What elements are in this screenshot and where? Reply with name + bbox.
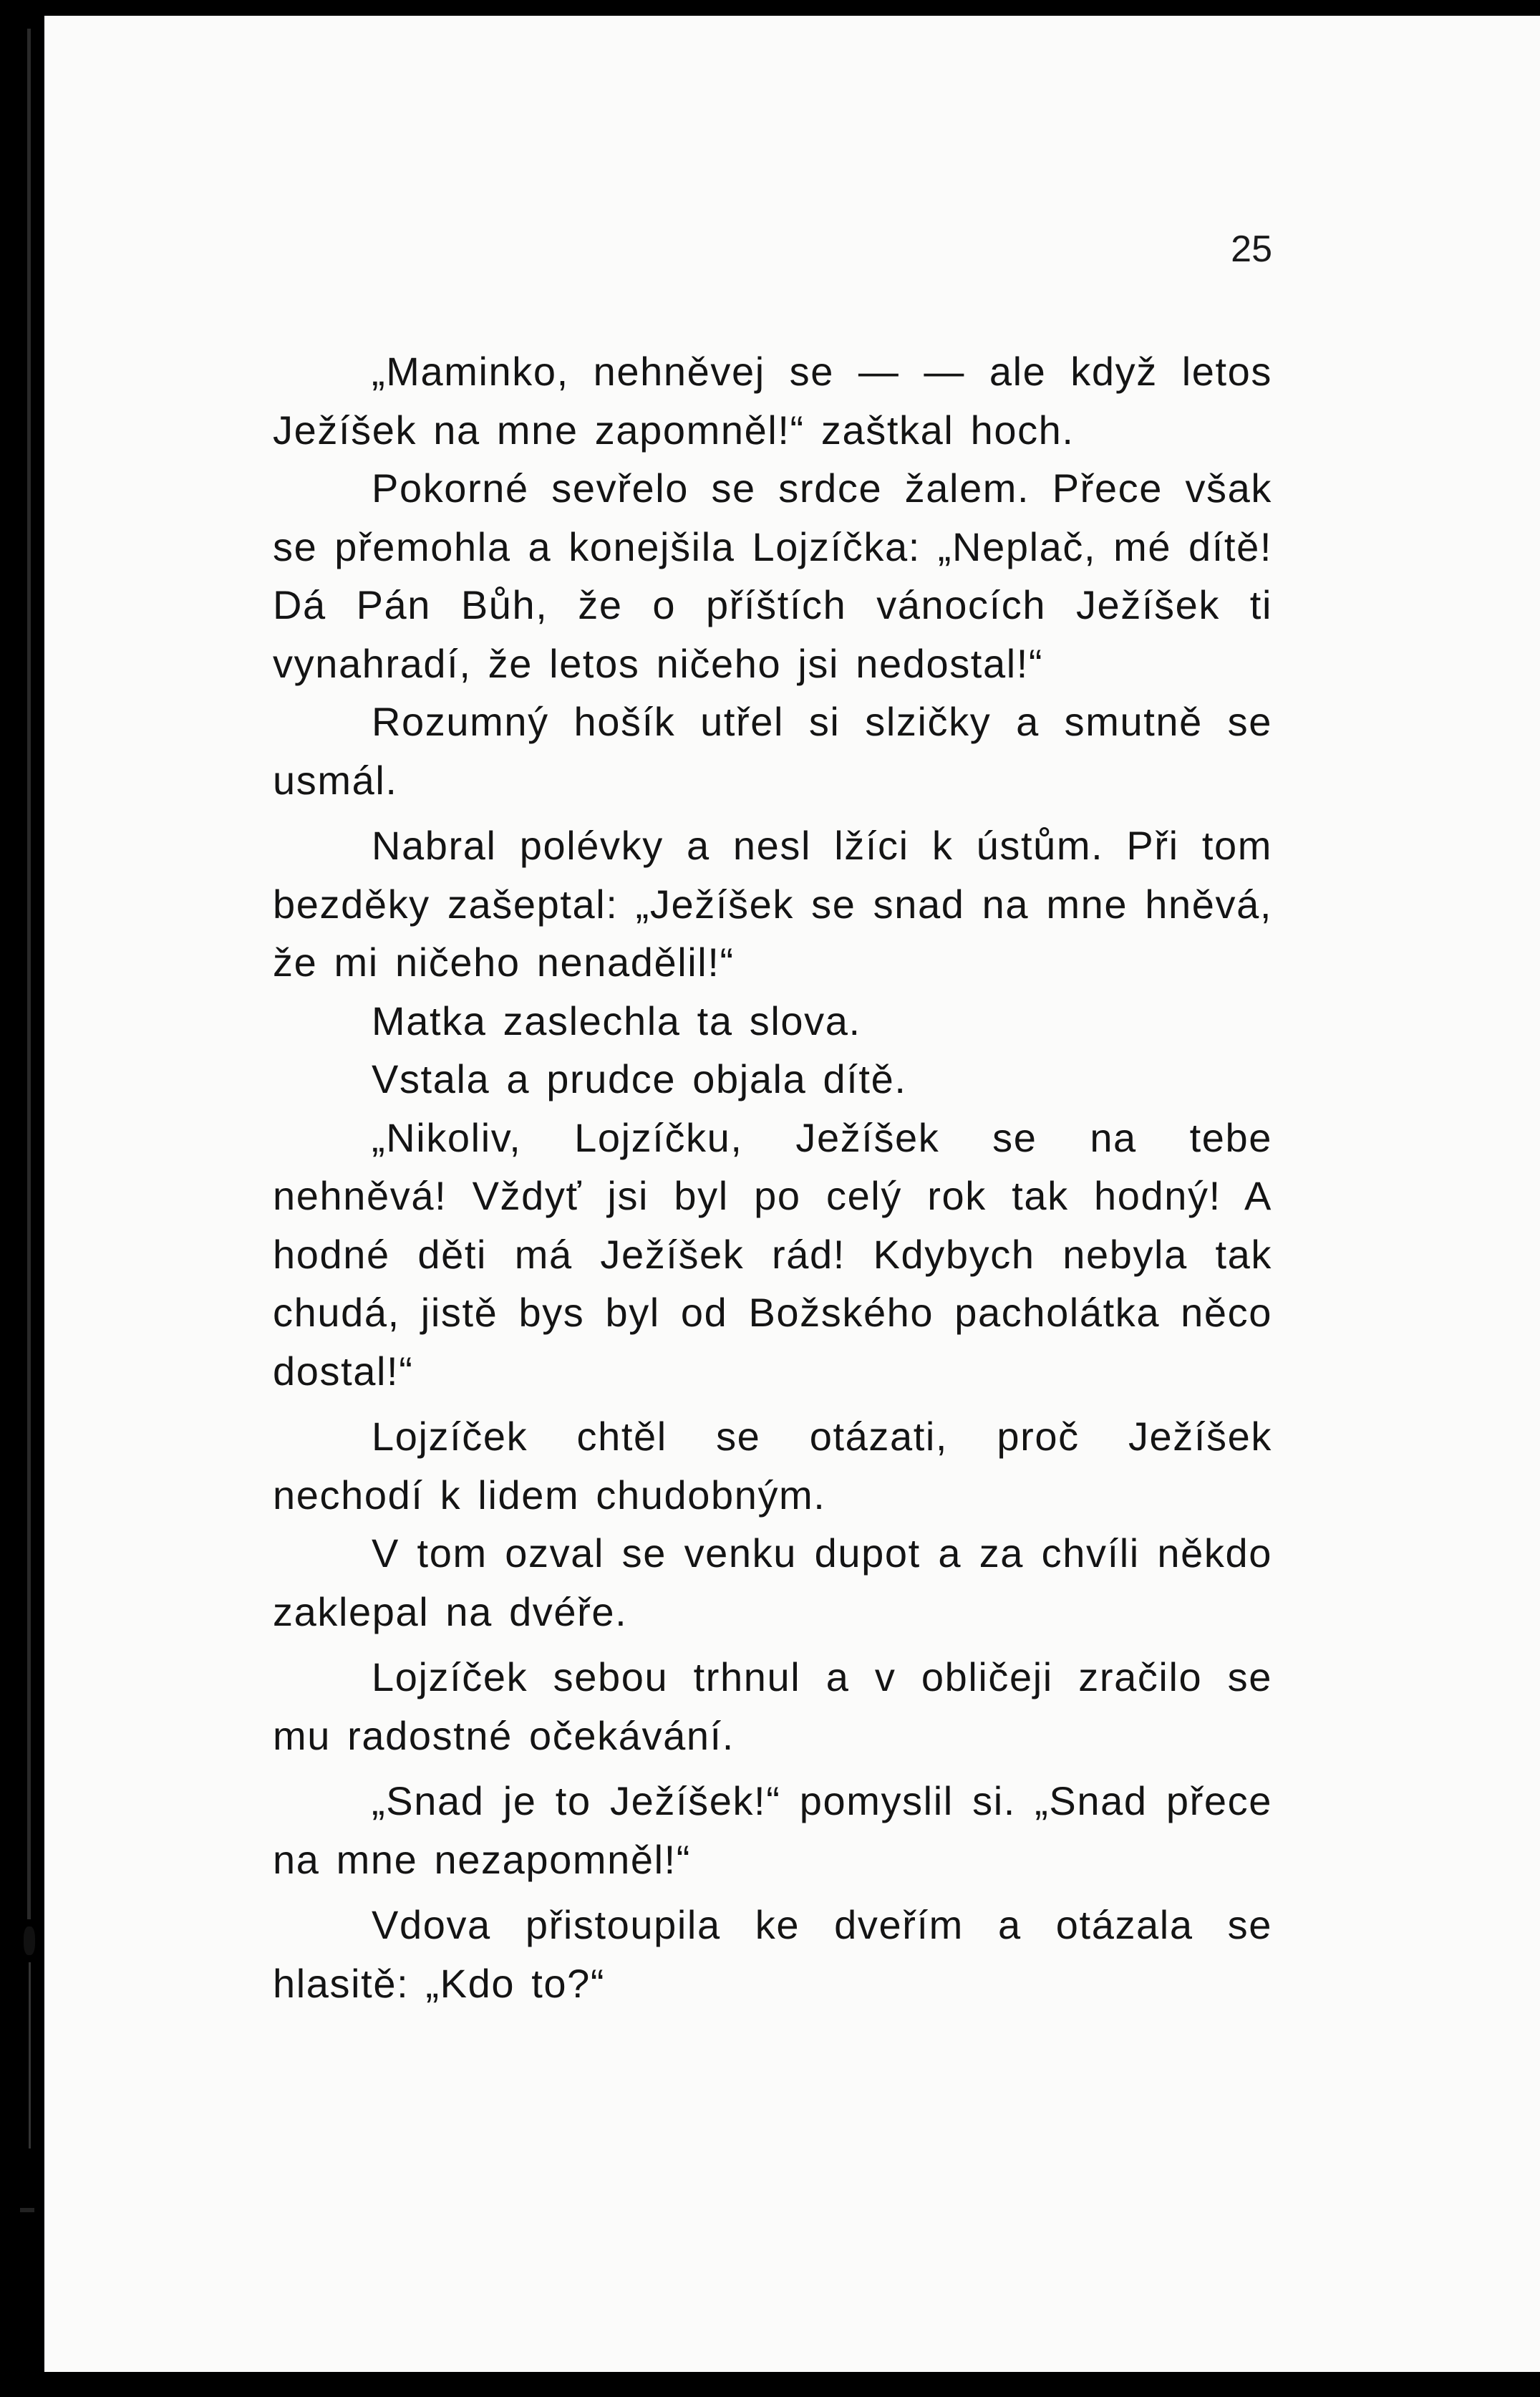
binding-edge-mark — [24, 1926, 35, 1955]
paragraph: Lojzíček sebou trhnul a v obličeji zračilo se mu radostné očekávání. — [273, 1654, 1272, 1758]
paragraph: Lojzíček chtěl se otázati, proč Ježíšek nechodí k lidem chudobným. — [273, 1414, 1272, 1518]
paragraph: V tom ozval se venku dupot a za chvíli někdo zaklepal na dvéře. — [273, 1530, 1272, 1634]
paragraph: „Snad je to Ježíšek!“ pomyslil si. „Snad přece na mne nezapomněl!“ — [273, 1778, 1272, 1882]
binding-edge-dash — [20, 2208, 34, 2212]
paragraph: Rozumný hošík utřel si slzičky a smutně se usmál. — [273, 699, 1272, 803]
body-text — [273, 342, 1272, 2012]
paragraph: Vstala a prudce objala dítě. — [372, 1056, 907, 1101]
paragraph: „Nikoliv, Lojzíčku, Ježíšek se na tebe nehněvá! Vždyť jsi byl po celý rok tak hodný! A hodné děti má Ježíšek rád! Kdybych nebyla tak chudá, jistě bys byl od Božského pacholátka něco dostal!“ — [273, 1114, 1272, 1394]
page-number: 25 — [1231, 228, 1272, 270]
paragraph: „Maminko, nehněvej se — — ale když letos Ježíšek na mne zapomněl!“ zaštkal hoch. — [273, 349, 1272, 453]
binding-edge-line — [27, 29, 31, 1919]
binding-edge-line-lower — [29, 1962, 31, 2148]
paragraph: Vdova přistoupila ke dveřím a otázala se hlasitě: „Kdo to?“ — [273, 1902, 1272, 2006]
paragraph: Pokorné sevřelo se srdce žalem. Přece však se přemohla a konejšila Lojzíčka: „Neplač, mé dítě! Dá Pán Bůh, že o příštích vánocích Ježíšek ti vynahradí, že letos ničeho jsi nedostal!“ — [273, 466, 1272, 686]
paragraph: Nabral polévky a nesl lžíci k ústům. Při tom bezděky zašeptal: „Ježíšek se snad na mne hněvá, že mi ničeho nenadělil!“ — [273, 823, 1272, 985]
paragraph: Matka zaslechla ta slova. — [372, 998, 861, 1043]
